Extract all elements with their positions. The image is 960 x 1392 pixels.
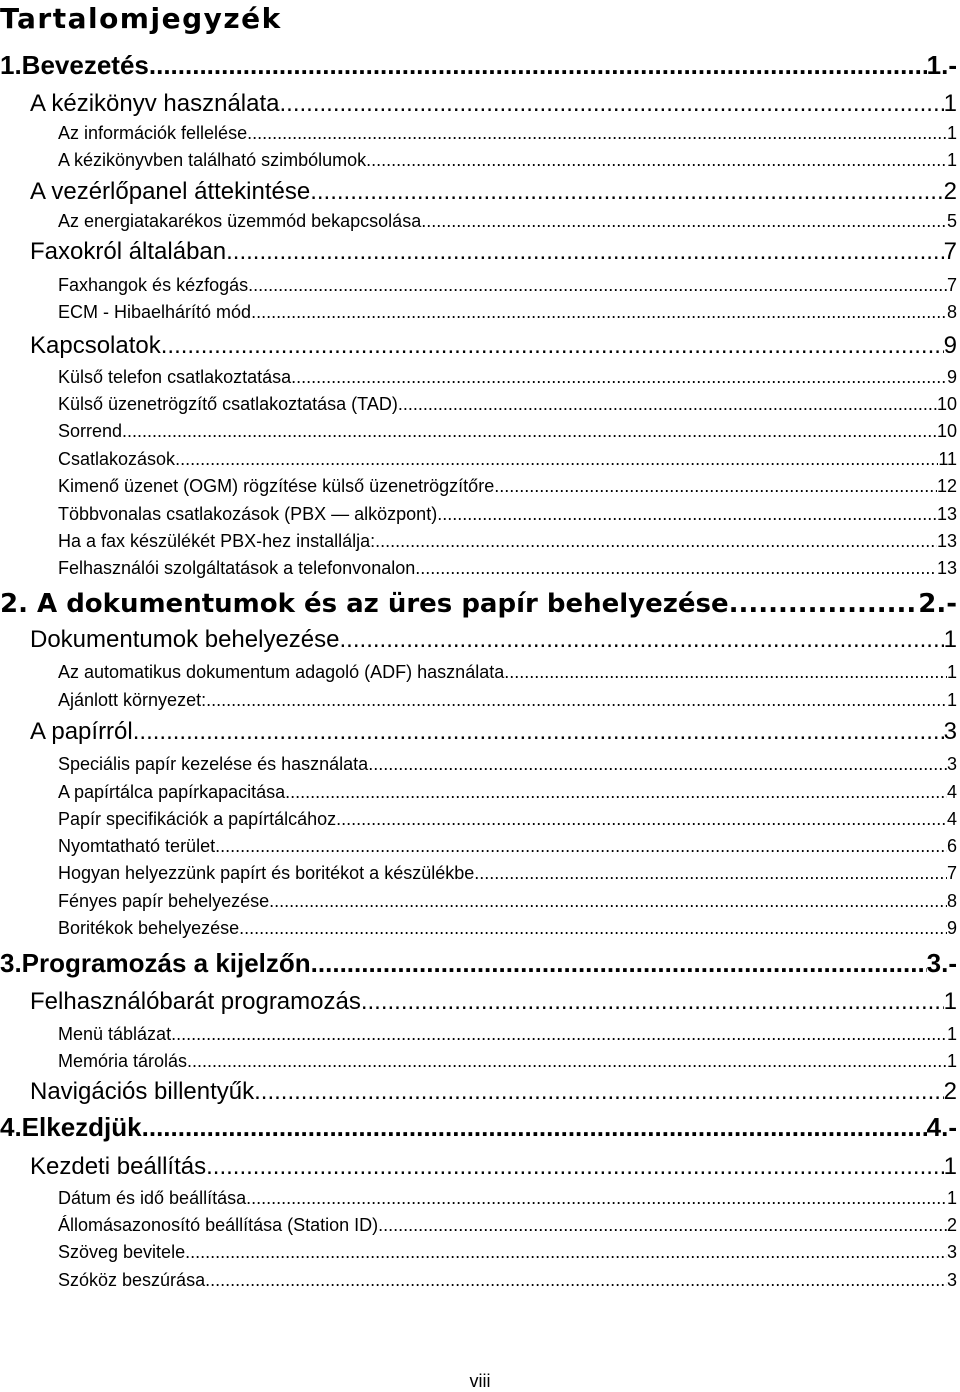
toc-page: 9 (943, 332, 957, 359)
toc-label: Dokumentumok behelyezése (30, 626, 340, 653)
toc-label: Többvonalas csatlakozások (PBX — alközpont) (58, 504, 438, 524)
toc-section[interactable] (30, 332, 957, 360)
dot-leader (336, 809, 947, 830)
dot-leader (310, 178, 943, 206)
toc-page: 2 (946, 1215, 957, 1235)
toc-page: 1 (946, 123, 957, 143)
toc-page: 3.- (926, 948, 957, 978)
toc-section[interactable] (30, 988, 957, 1016)
toc-label: Papír specifikációk a papírtálcához (58, 809, 337, 829)
toc-label: Sorrend (58, 421, 123, 441)
dot-leader (161, 332, 944, 360)
toc-section[interactable] (30, 626, 957, 654)
toc-subsection[interactable] (58, 918, 957, 939)
dot-leader (366, 150, 947, 171)
dot-leader (206, 1153, 944, 1181)
toc-label: Nyomtatható terület (58, 836, 216, 856)
dot-leader (215, 836, 947, 857)
toc-page: 7 (943, 238, 957, 265)
toc-page: 1 (946, 150, 957, 170)
toc-label: Állomásazonosító beállítása (Station ID) (58, 1215, 379, 1235)
toc-page: 1.- (926, 50, 957, 80)
toc-subsection[interactable] (58, 302, 957, 323)
toc-page: 4 (946, 782, 957, 802)
toc-page: 8 (946, 891, 957, 911)
dot-leader (361, 988, 944, 1016)
toc-section[interactable] (30, 238, 957, 266)
toc-label: 3.Programozás a kijelzőn (0, 948, 311, 978)
toc-page: 2 (943, 178, 957, 205)
toc-label: ECM - Hibaelhárító mód (58, 302, 252, 322)
toc-page: 9 (946, 367, 957, 387)
toc-label: Boritékok behelyezése (58, 918, 240, 938)
toc-page: 3 (943, 718, 957, 745)
dot-leader (226, 238, 944, 266)
toc-page: 3 (946, 1270, 957, 1290)
toc-label: Ha a fax készülékét PBX-hez installálja: (58, 531, 376, 551)
dot-leader (378, 1215, 947, 1236)
toc-label: Felhasználóbarát programozás (30, 988, 361, 1015)
toc-label: Felhasználói szolgáltatások a telefonvonalon (58, 558, 416, 578)
toc-page: 4 (946, 809, 957, 829)
dot-leader (185, 1242, 947, 1263)
toc-subsection[interactable] (58, 1024, 957, 1045)
toc-page: 13 (936, 558, 957, 578)
toc-page: 7 (946, 863, 957, 883)
toc-subsection[interactable] (58, 531, 957, 552)
dot-leader (279, 90, 943, 118)
toc-label: Menü táblázat (58, 1024, 172, 1044)
toc-label: Külső üzenetrögzítő csatlakoztatása (TAD) (58, 394, 398, 414)
toc-chapter-1[interactable] (0, 50, 957, 81)
toc-subsection[interactable] (58, 275, 957, 296)
toc-label: Navigációs billentyűk (30, 1078, 255, 1105)
toc-page: 10 (936, 394, 957, 414)
dot-leader (205, 1270, 947, 1291)
toc-label: A kézikönyv használata (30, 90, 280, 117)
toc-page: 1 (946, 1188, 957, 1208)
dot-leader (247, 123, 947, 144)
toc-label: Szóköz beszúrása (58, 1270, 206, 1290)
toc-subsection[interactable] (58, 1270, 957, 1291)
toc-subsection[interactable] (58, 1215, 957, 1236)
dot-leader (248, 275, 947, 296)
toc-page: 2.- (918, 589, 957, 619)
dot-leader (375, 531, 937, 552)
dot-leader (122, 421, 937, 442)
toc-subsection[interactable] (58, 476, 957, 497)
dot-leader (187, 1051, 947, 1072)
toc-page: 12 (936, 476, 957, 496)
toc-label: A kézikönyvben található szimbólumok (58, 150, 367, 170)
toc-chapter-4[interactable] (0, 1112, 957, 1143)
toc-section[interactable] (30, 90, 957, 118)
dot-leader (368, 754, 947, 775)
toc-label: Fényes papír behelyezése (58, 891, 270, 911)
toc-label: Külső telefon csatlakoztatása (58, 367, 292, 387)
toc-label: A papírtálca papírkapacitása (58, 782, 286, 802)
dot-leader (171, 1024, 947, 1045)
page-number: viii (469, 1371, 491, 1391)
toc-page: 4.- (926, 1112, 957, 1142)
toc-subsection[interactable] (58, 690, 957, 711)
dot-leader (340, 626, 944, 654)
dot-leader (415, 558, 937, 579)
toc-label: Kimenő üzenet (OGM) rögzítése külső üzenetrögzítőre (58, 476, 495, 496)
toc-label: Ajánlott környezet: (58, 690, 207, 710)
toc-page: 13 (936, 504, 957, 524)
toc-page: 11 (938, 449, 957, 469)
toc-subsection[interactable] (58, 211, 957, 232)
toc-page: 1 (946, 1051, 957, 1071)
toc-label: Faxokról általában (30, 238, 227, 265)
dot-leader (504, 662, 947, 683)
toc-label: Kezdeti beállítás (30, 1153, 207, 1180)
toc-page: 7 (946, 275, 957, 295)
dot-leader (133, 718, 944, 746)
dot-leader (239, 918, 947, 939)
toc-label: Csatlakozások (58, 449, 176, 469)
dot-leader (474, 863, 947, 884)
toc-page: 2 (943, 1078, 957, 1105)
toc-page: 6 (946, 836, 957, 856)
toc-page: 9 (946, 918, 957, 938)
dot-leader (437, 504, 937, 525)
toc-subsection[interactable] (58, 449, 957, 470)
toc-page: 10 (936, 421, 957, 441)
toc-section[interactable] (30, 178, 957, 206)
dot-leader (729, 589, 919, 619)
toc-page: 1 (943, 988, 957, 1015)
toc-label: 4.Elkezdjük (0, 1112, 142, 1142)
toc-subsection[interactable] (58, 421, 957, 442)
dot-leader (206, 690, 947, 711)
toc-subsection[interactable] (58, 150, 957, 171)
toc-page: 1 (943, 90, 957, 117)
toc-subsection[interactable] (58, 394, 957, 415)
toc-subsection[interactable] (58, 1051, 957, 1072)
toc-page: 5 (946, 211, 957, 231)
toc-label: 1.Bevezetés (0, 50, 149, 80)
toc-label: Speciális papír kezelése és használata (58, 754, 369, 774)
toc-label: Hogyan helyezzünk papírt és boritékot a készülékbe (58, 863, 475, 883)
dot-leader (251, 302, 947, 323)
page-title: Tartalomjegyzék (0, 2, 282, 35)
toc-label: Az energiatakarékos üzemmód bekapcsolása (58, 211, 422, 231)
toc-subsection[interactable] (58, 836, 957, 857)
toc-page: 1 (946, 662, 957, 682)
toc-page: 1 (946, 690, 957, 710)
toc-chapter-2[interactable] (0, 589, 957, 619)
toc-subsection[interactable] (58, 863, 957, 884)
dot-leader (269, 891, 947, 912)
toc-subsection[interactable] (58, 754, 957, 775)
dot-leader (254, 1078, 944, 1106)
toc-section[interactable] (30, 1078, 957, 1106)
dot-leader (149, 50, 927, 81)
toc-page: 3 (946, 1242, 957, 1262)
dot-leader (494, 476, 937, 497)
toc-label: Dátum és idő beállítása (58, 1188, 247, 1208)
toc-label: Memória tárolás (58, 1051, 188, 1071)
dot-leader (398, 394, 937, 415)
toc-subsection[interactable] (58, 662, 957, 683)
toc-page: 1 (946, 1024, 957, 1044)
toc-subsection[interactable] (58, 558, 957, 579)
dot-leader (421, 211, 947, 232)
toc-label: Szöveg bevitele (58, 1242, 186, 1262)
toc-label: A vezérlőpanel áttekintése (30, 178, 311, 205)
toc-page: 13 (936, 531, 957, 551)
dot-leader (285, 782, 947, 803)
toc-page: 1 (943, 1153, 957, 1180)
dot-leader (142, 1112, 927, 1143)
dot-leader (311, 948, 927, 979)
toc-label: Faxhangok és kézfogás (58, 275, 249, 295)
dot-leader (291, 367, 947, 388)
toc-label: Az információk fellelése (58, 123, 248, 143)
toc-label: Az automatikus dokumentum adagoló (ADF) használata (58, 662, 505, 682)
toc-section[interactable] (30, 718, 957, 746)
dot-leader (246, 1188, 947, 1209)
toc-label: Kapcsolatok (30, 332, 161, 359)
toc-subsection[interactable] (58, 367, 957, 388)
toc-subsection[interactable] (58, 1242, 957, 1263)
dot-leader (175, 449, 938, 470)
toc-page: 1 (943, 626, 957, 653)
toc-chapter-3[interactable] (0, 948, 957, 979)
toc-subsection[interactable] (58, 123, 957, 144)
toc-subsection[interactable] (58, 809, 957, 830)
toc-label: 2. A dokumentumok és az üres papír behelyezése (0, 589, 729, 619)
toc-subsection[interactable] (58, 1188, 957, 1209)
toc-subsection[interactable] (58, 504, 957, 525)
toc-page: 3 (946, 754, 957, 774)
toc-label: A papírról (30, 718, 133, 745)
toc-subsection[interactable] (58, 891, 957, 912)
toc-subsection[interactable] (58, 782, 957, 803)
toc-section[interactable] (30, 1153, 957, 1181)
toc-page: 8 (946, 302, 957, 322)
